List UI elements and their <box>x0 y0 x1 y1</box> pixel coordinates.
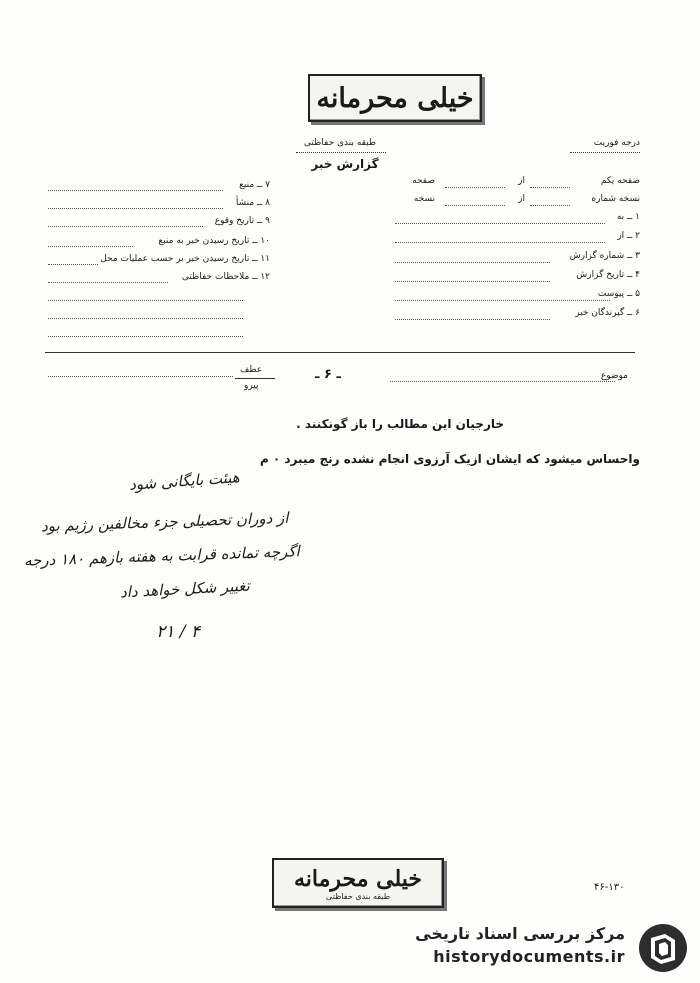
bottom-classification-stamp <box>272 858 444 908</box>
bottom-stamp-text: خیلی محرمانه <box>293 865 423 892</box>
field-copy <box>390 194 640 208</box>
form-code: ۴۶-۱۳۰ <box>594 882 625 893</box>
archive-logo-icon <box>637 922 689 974</box>
dots-extra-1 <box>48 300 243 301</box>
field-origin: ۸ ــ منشأ <box>235 198 270 208</box>
field-page-mid: از <box>518 176 525 186</box>
field-from: ۲ ــ از <box>617 231 640 241</box>
page-number: ـ ۶ ـ <box>315 367 341 382</box>
dots-event-date <box>48 226 203 227</box>
field-page-label: صفحه یکم <box>600 176 640 186</box>
dots-local-received <box>48 264 98 265</box>
dots-subject <box>390 381 615 382</box>
watermark <box>400 916 695 978</box>
handwriting-line-2: از دوران تحصیلی جزء مخالفین رژیم بود <box>40 508 289 536</box>
field-report-number: ۳ ــ شماره گزارش <box>569 251 640 261</box>
dots-security-notes <box>48 282 168 283</box>
field-source: ۷ ــ منبع <box>239 180 270 190</box>
handwriting-line-1: هیئت بایگانی شود <box>128 468 241 494</box>
dots-attachment <box>395 300 610 301</box>
subject-label: موضوع <box>600 371 628 381</box>
dots-from <box>395 242 605 243</box>
top-classification-stamp <box>308 74 482 122</box>
body-line-1: خارجیان این مطالب را باز گونکنند . <box>296 417 504 431</box>
form-divider <box>45 352 635 353</box>
right-field-list <box>390 176 640 326</box>
dots-report-date <box>395 281 550 282</box>
attached-underline <box>235 378 275 379</box>
handwriting-line-3: اگرچه تمانده قرابت به هفته بازهم ۱۸۰ درجه <box>24 542 301 570</box>
classification-underline <box>296 152 386 153</box>
dots-source <box>48 190 223 191</box>
field-attachment: ۵ ــ پیوست <box>597 289 640 299</box>
top-stamp-text: خیلی محرمانه <box>316 82 474 114</box>
dots-page-b <box>445 187 505 188</box>
field-security-notes: ۱۲ ــ ملاحظات حفاظتی <box>181 272 270 282</box>
dots-page-a <box>530 187 570 188</box>
dots-source-received <box>48 246 133 247</box>
dots-extra-2 <box>48 318 243 319</box>
dots-to <box>395 223 605 224</box>
priority-label: درجه فوریت <box>593 138 640 148</box>
watermark-name: مرکز بررسی اسناد تاریخی <box>415 924 625 943</box>
attached-label: عطف <box>240 365 263 375</box>
form-title: گزارش خبر <box>311 157 379 171</box>
handwriting-line-5: ۲۱ / ۴ <box>156 622 200 642</box>
bottom-stamp-sub: طبقه بندی حفاظتی <box>325 891 391 901</box>
field-page-end: صفحه <box>412 176 435 186</box>
following-label: پیرو <box>244 381 259 391</box>
field-recipients: ۶ ــ گیرندگان خبر <box>575 308 640 318</box>
handwriting-line-4: تغییر شکل خواهد داد <box>119 576 251 602</box>
field-event-date: ۹ ــ تاریخ وقوع <box>214 216 270 226</box>
field-copy-label: نسخه شماره <box>591 194 640 204</box>
field-source-received-date: ۱۰ ــ تاریخ رسیدن خبر به منبع <box>158 236 270 246</box>
classification-label: طبقه بندی حفاظتی <box>303 138 377 148</box>
dots-recipients <box>395 319 550 320</box>
field-local-received-date: ۱۱ ــ تاریخ رسیدن خبر بر حسب عملیات محل <box>100 254 270 264</box>
field-copy-end: نسخه <box>413 194 435 204</box>
dots-report-number <box>395 262 550 263</box>
watermark-url: historydocuments.ir <box>433 947 625 966</box>
dots-attached <box>48 376 233 377</box>
field-page <box>390 176 640 190</box>
field-copy-mid: از <box>518 194 525 204</box>
dots-copy-a <box>530 205 570 206</box>
body-line-2: واحساس میشود که ایشان ازیک آرزوی انجام نشده رنج میبرد ۰ م <box>259 452 640 466</box>
field-to: ۱ ــ به <box>616 212 640 222</box>
priority-underline <box>570 152 640 153</box>
dots-origin <box>48 208 223 209</box>
dots-extra-3 <box>48 336 243 337</box>
dots-copy-b <box>445 205 505 206</box>
field-report-date: ۴ ــ تاریخ گزارش <box>576 270 640 280</box>
